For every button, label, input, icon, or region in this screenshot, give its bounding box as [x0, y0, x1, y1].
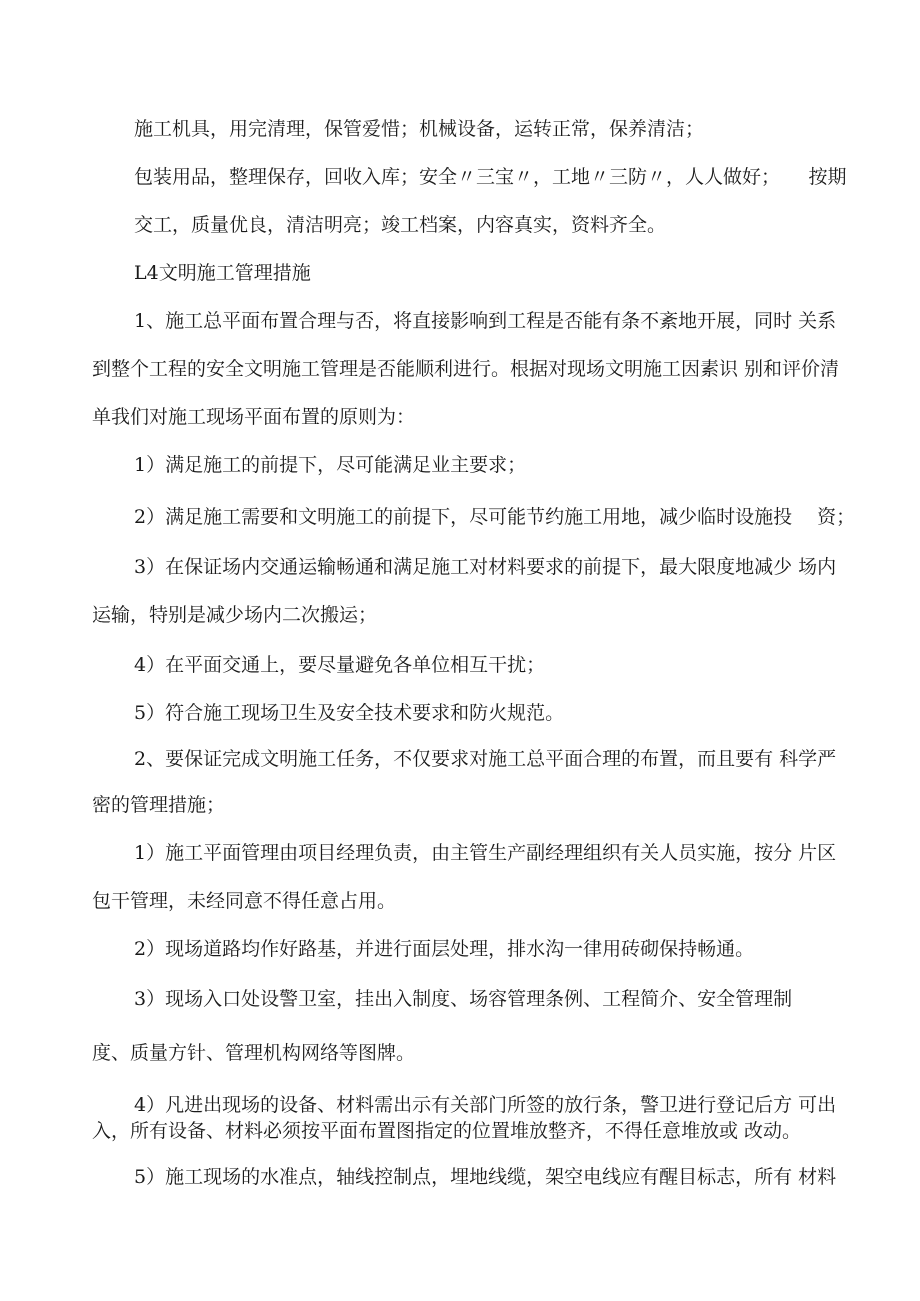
list-item: 2）现场道路均作好路基，并进行面层处理，排水沟一律用砖砌保持畅通。 [134, 938, 755, 960]
text-line: 施工机具，用完清理，保管爱惜；机械设备，运转正常，保养清洁； [134, 118, 705, 140]
list-item: 5）施工现场的水准点，轴线控制点，埋地线缆，架空电线应有醒目标志，所有 材料 [134, 1166, 837, 1188]
list-item: 5）符合施工现场卫生及安全技术要求和防火规范。 [134, 702, 565, 724]
text-line: 到整个工程的安全文明施工管理是否能顺利进行。根据对现场文明施工因素识 别和评价清 [92, 358, 840, 380]
text-line: 单我们对施工现场平面布置的原则为： [92, 406, 416, 428]
text-line: 交工，质量优良，清洁明亮；竣工档案，内容真实，资料齐全。 [134, 214, 667, 236]
list-item: 1）施工平面管理由项目经理负责，由主管生产副经理组织有关人员实施，按分 片区 [134, 842, 837, 864]
section-heading: L4文明施工管理措施 [134, 262, 311, 284]
text-line: 运输，特别是减少场内二次搬运； [92, 604, 378, 626]
text-line: 2、要保证完成文明施工任务，不仅要求对施工总平面合理的布置，而且要有 科学严 [134, 748, 837, 770]
list-item: 4）在平面交通上，要尽量避免各单位相互干扰； [134, 654, 546, 676]
list-item: 2）满足施工需要和文明施工的前提下，尽可能节约施工用地，减少临时设施投 资； [134, 506, 856, 528]
text-line: 密的管理措施； [92, 794, 226, 816]
list-item: 3）现场入口处设警卫室，挂出入制度、场容管理条例、工程简介、安全管理制 [134, 988, 793, 1010]
text-line: 度、质量方针、管理机构网络等图牌。 [92, 1042, 416, 1064]
list-item: 1）满足施工的前提下，尽可能满足业主要求； [134, 454, 527, 476]
list-item: 4）凡进出现场的设备、材料需出示有关部门所签的放行条，警卫进行登记后方 可出 [134, 1094, 837, 1116]
text-line: 入，所有设备、材料必须按平面布置图指定的位置堆放整齐，不得任意堆放或 改动。 [92, 1120, 802, 1142]
text-line: 包干管理，未经同意不得任意占用。 [92, 890, 397, 912]
text-line: 包装用品，整理保存，回收入库；安全〃三宝〃，工地〃三防〃，人人做好； 按期 [134, 166, 847, 188]
text-line: 1、施工总平面布置合理与否，将直接影响到工程是否能有条不紊地开展，同时 关系 [134, 310, 837, 332]
list-item: 3）在保证场内交通运输畅通和满足施工对材料要求的前提下，最大限度地减少 场内 [134, 556, 837, 578]
